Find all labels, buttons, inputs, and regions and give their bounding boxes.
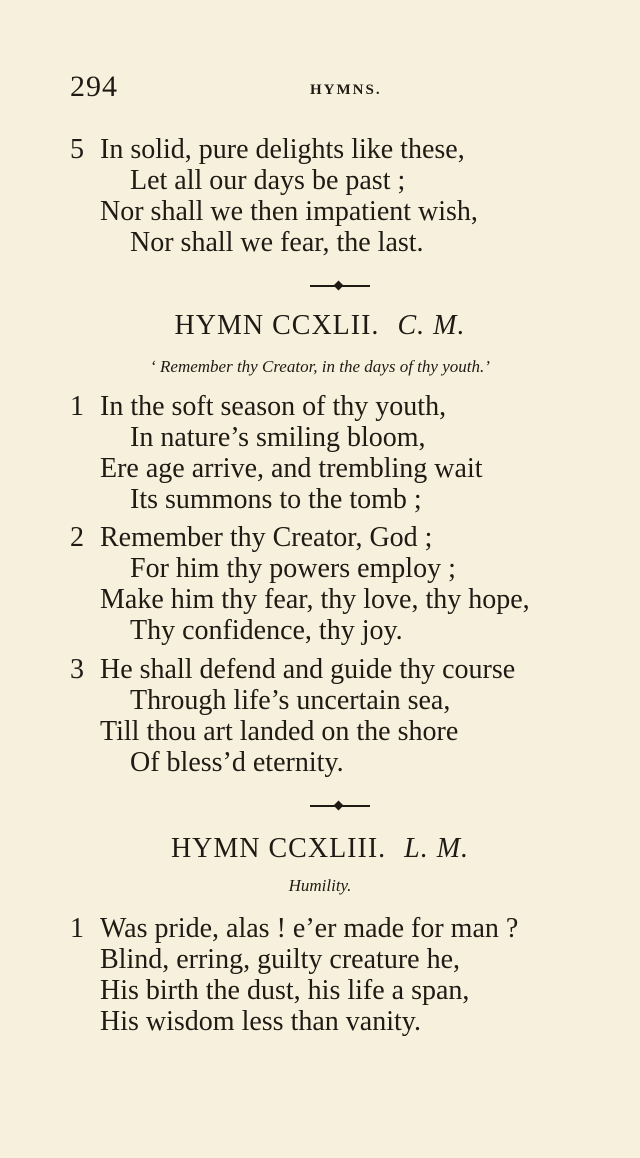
verse-line: 1 In the soft season of thy youth, (70, 391, 447, 422)
verse-line: Thy confidence, thy joy. (130, 615, 403, 646)
stanza-prev-5 (70, 134, 610, 258)
verse-line: In nature’s smiling bloom, (130, 422, 426, 453)
hymn-meter: C. M. (397, 310, 466, 341)
hymn-title: HYMN CCXLIII. L. M. (170, 833, 470, 864)
verse-line: His wisdom less than vanity. (100, 1006, 421, 1037)
verse-line: Ere age arrive, and trembling wait (100, 453, 483, 484)
verse-line: His birth the dust, his life a span, (100, 975, 470, 1006)
stanza-number: 2 (70, 522, 84, 553)
verse-line: Nor shall we fear, the last. (130, 227, 424, 258)
stanza-242-2 (70, 522, 610, 646)
verse-line: Its summons to the tomb ; (130, 484, 422, 515)
hymn-title: HYMN CCXLII. C. M. (174, 310, 466, 341)
verse-line: 1 Was pride, alas ! e’er made for man ? (70, 913, 519, 944)
running-head: HYMNS. (310, 82, 382, 98)
verse-line: Till thou art landed on the shore (100, 716, 459, 747)
verse-line: Make him thy fear, thy love, thy hope, (100, 584, 530, 615)
stanza-242-3 (70, 654, 610, 778)
verse-line: 3 He shall defend and guide thy course (70, 654, 516, 685)
section-divider (310, 281, 370, 291)
verse-line: 5 In solid, pure delights like these, (70, 134, 465, 165)
hymn-meter: L. M. (404, 833, 470, 864)
stanza-number: 1 (70, 913, 84, 944)
stanza-242-1 (70, 391, 610, 515)
stanza-number: 3 (70, 654, 84, 685)
page-number: 294 (70, 70, 118, 103)
stanza-number: 1 (70, 391, 84, 422)
stanza-243-1 (70, 913, 610, 1037)
verse-line: Through life’s uncertain sea, (130, 685, 451, 716)
verse-line: Let all our days be past ; (130, 165, 406, 196)
verse-line: For him thy powers employ ; (130, 553, 456, 584)
verse-line: Nor shall we then impatient wish, (100, 196, 478, 227)
page-header (70, 70, 590, 110)
verse-line: Of bless’d eternity. (130, 747, 344, 778)
stanza-number: 5 (70, 134, 84, 165)
hymn-epigraph: ‘ Remember thy Creator, in the days of thy youth.’ (150, 357, 490, 376)
section-divider (310, 801, 370, 811)
verse-line: Blind, erring, guilty creature he, (100, 944, 460, 975)
hymn-epigraph: Humility. (288, 876, 352, 895)
verse-line: 2 Remember thy Creator, God ; (70, 522, 433, 553)
